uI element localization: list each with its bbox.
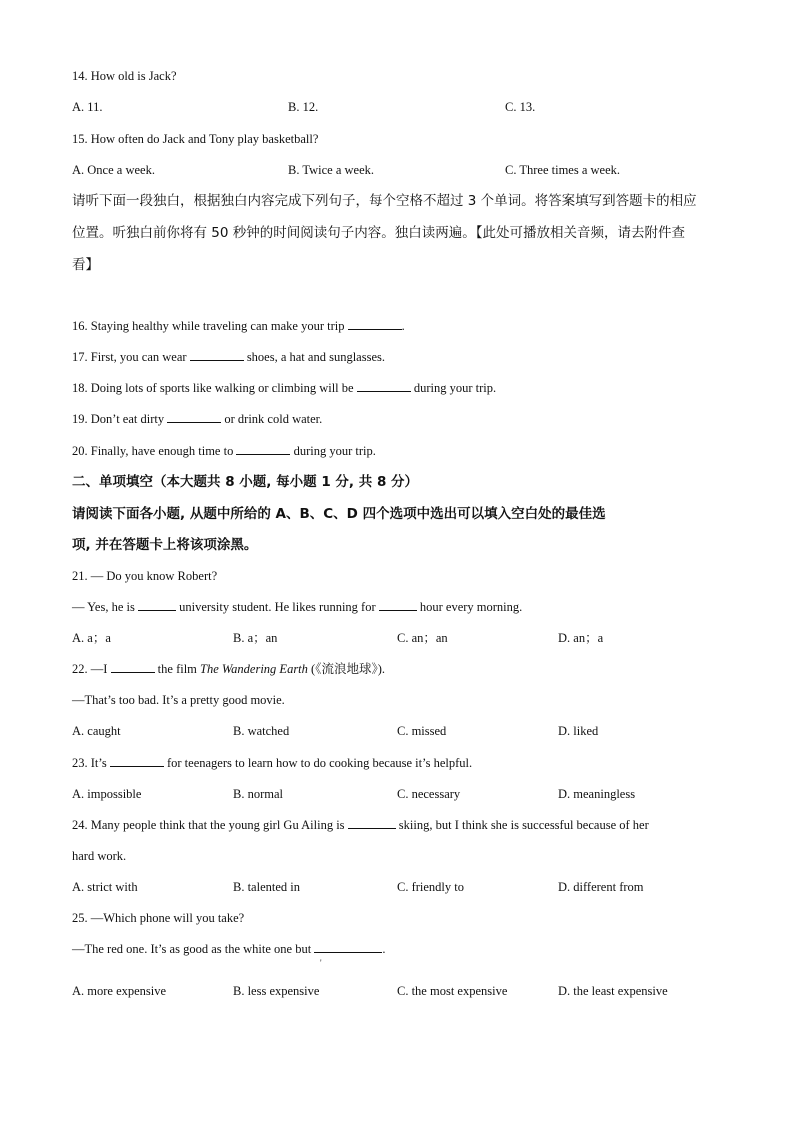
q17 <box>72 349 385 365</box>
section2-instruction-line2: 项, 并在答题卡上将该项涂黑。 <box>72 537 258 553</box>
q17-end: shoes, a hat and sunglasses. <box>243 350 385 364</box>
q14-option-a: A. 11. <box>72 100 103 114</box>
q16-text: 16. Staying healthy while traveling can make your trip <box>72 319 348 333</box>
q25-line2 <box>72 941 385 957</box>
q23-text-a: 23. It’s <box>72 756 110 770</box>
q23-blank[interactable] <box>110 755 164 767</box>
q25-blank[interactable] <box>314 941 382 953</box>
q23-line1 <box>72 755 472 771</box>
q25-line1: 25. —Which phone will you take? <box>72 911 245 925</box>
q20-text: 20. Finally, have enough time to <box>72 444 237 458</box>
q24-option-d: D. different from <box>558 880 644 894</box>
listening-instruction-line1: 请听下面一段独白，根据独白内容完成下列句子，每个空格不超过 3 个单词。将答案填写到答题卡的相应 <box>72 193 697 209</box>
q24-option-a: A. strict with <box>72 880 138 894</box>
q22-text-a: 22. —I <box>72 662 111 676</box>
q21-blank-2[interactable] <box>379 599 417 611</box>
q23-option-d: D. meaningless <box>558 787 636 801</box>
q25-stray-mark: ' <box>320 958 322 968</box>
q22-line2: —That’s too bad. It’s a pretty good movie. <box>72 693 285 707</box>
listening-instruction-line2: 位置。听独白前你将有 50 秒钟的时间阅读句子内容。独白读两遍。【此处可播放相关音频，请去附件查 <box>72 225 686 241</box>
q19-end: or drink cold water. <box>221 412 323 426</box>
q22-film-title: The Wandering Earth <box>200 662 308 676</box>
q24-option-b: B. talented in <box>233 880 300 894</box>
q20-end: during your trip. <box>290 444 376 458</box>
q23-option-a: A. impossible <box>72 787 142 801</box>
q24-text-a: 24. Many people think that the young girl Gu Ailing is <box>72 818 348 832</box>
q22-option-c: C. missed <box>397 724 447 738</box>
q18 <box>72 380 496 396</box>
q24-option-c: C. friendly to <box>397 880 465 894</box>
q22-text-c: (《流浪地球》). <box>307 662 385 676</box>
q21-line2 <box>72 599 522 615</box>
q21-blank-1[interactable] <box>138 599 176 611</box>
q24-line2: hard work. <box>72 849 127 863</box>
q17-blank[interactable] <box>190 349 244 361</box>
q18-text: 18. Doing lots of sports like walking or climbing will be <box>72 381 357 395</box>
q19-text: 19. Don’t eat dirty <box>72 412 168 426</box>
q21-option-c: C. an；an <box>397 631 448 645</box>
listening-instruction-line3: 看】 <box>72 257 99 273</box>
q19 <box>72 411 322 427</box>
q22-line1 <box>72 661 385 677</box>
q16-end: . <box>401 319 405 333</box>
q16-blank[interactable] <box>348 318 402 330</box>
q15-option-b: B. Twice a week. <box>288 163 375 177</box>
q14-option-c: C. 13. <box>505 100 536 114</box>
q25-option-d: D. the least expensive <box>558 984 668 998</box>
q21-text-a: — Yes, he is <box>72 600 138 614</box>
q22-blank[interactable] <box>111 661 155 673</box>
q14-stem: 14. How old is Jack? <box>72 69 177 83</box>
q20 <box>72 443 376 459</box>
q19-blank[interactable] <box>167 411 221 423</box>
q23-option-c: C. necessary <box>397 787 461 801</box>
q25-option-a: A. more expensive <box>72 984 167 998</box>
q24-text-b: skiing, but I think she is successful because of her <box>395 818 649 832</box>
q22-option-b: B. watched <box>233 724 290 738</box>
q21-text-c: hour every morning. <box>416 600 523 614</box>
q21-option-a: A. a；a <box>72 631 111 645</box>
q24-blank[interactable] <box>348 817 396 829</box>
q20-blank[interactable] <box>236 443 290 455</box>
q15-option-a: A. Once a week. <box>72 163 155 177</box>
q18-blank[interactable] <box>357 380 411 392</box>
q16 <box>72 318 405 334</box>
q22-text-b: the film <box>154 662 201 676</box>
q25-option-b: B. less expensive <box>233 984 320 998</box>
section2-title: 二、单项填空（本大题共 8 小题, 每小题 1 分, 共 8 分） <box>72 474 419 490</box>
section2-instruction-line1: 请阅读下面各小题, 从题中所给的 A、B、C、D 四个选项中选出可以填入空白处的最佳选 <box>72 506 606 522</box>
q25-text-b: . <box>382 942 386 956</box>
q21-text-b: university student. He likes running for <box>176 600 379 614</box>
q18-end: during your trip. <box>410 381 497 395</box>
q15-stem: 15. How often do Jack and Tony play basketball? <box>72 132 319 146</box>
q22-option-d: D. liked <box>558 724 599 738</box>
q25-option-c: C. the most expensive <box>397 984 508 998</box>
q21-option-d: D. an；a <box>558 631 604 645</box>
q17-text: 17. First, you can wear <box>72 350 190 364</box>
q24-line1 <box>72 817 649 833</box>
q22-option-a: A. caught <box>72 724 121 738</box>
q15-option-c: C. Three times a week. <box>505 163 621 177</box>
q23-text-b: for teenagers to learn how to do cooking because it’s helpful. <box>163 756 473 770</box>
q25-text-a: —The red one. It’s as good as the white one but <box>72 942 315 956</box>
q23-option-b: B. normal <box>233 787 283 801</box>
q14-option-b: B. 12. <box>288 100 319 114</box>
q21-line1: 21. — Do you know Robert? <box>72 569 218 583</box>
q21-option-b: B. a；an <box>233 631 278 645</box>
